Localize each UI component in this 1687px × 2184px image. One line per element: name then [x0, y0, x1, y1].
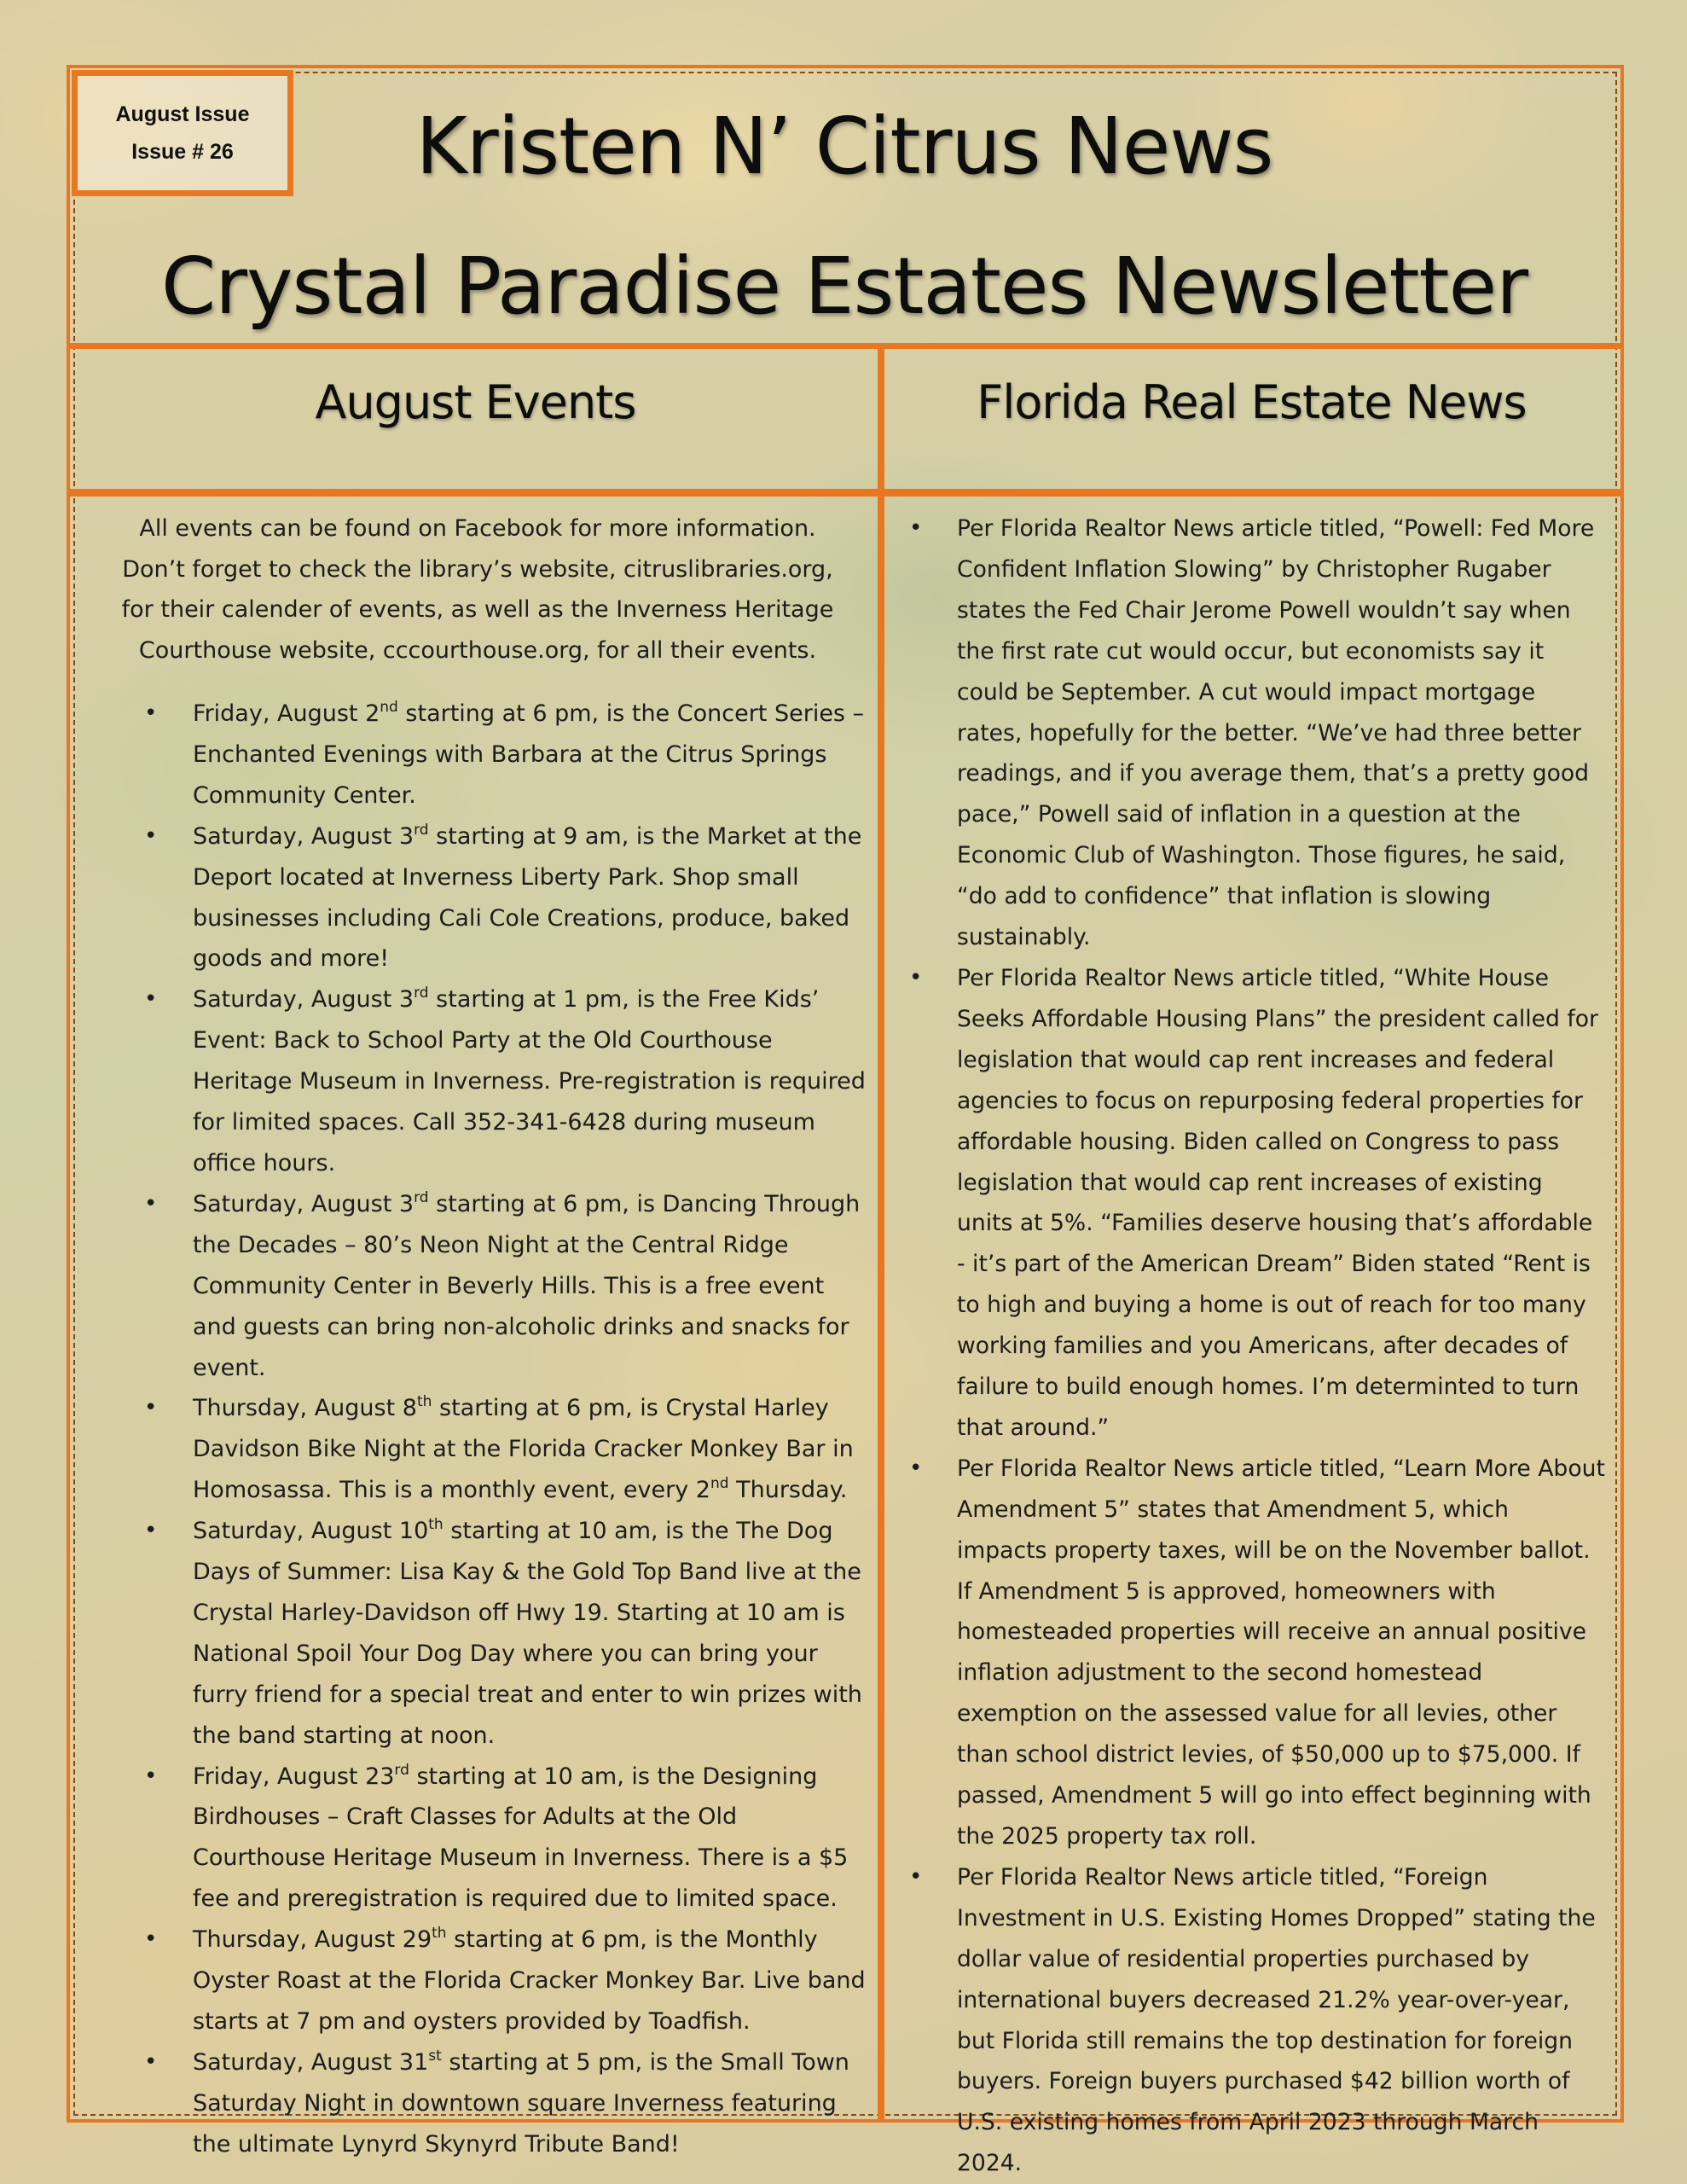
list-item: • Friday, August 2nd starting at 6 pm, is the Concert Series – Enchanted Evenings with Barbara at the Citrus Springs Community Center.	[141, 694, 866, 816]
events-intro: All events can be found on Facebook for more information. Don’t forget to check the library’s website, citruslibraries.org, for their calender of events, as well as the Inverness Heritage Courthouse website, cccourthouse.org, for all their events.	[121, 515, 834, 664]
issue-box	[72, 70, 293, 196]
list-item: • Saturday, August 3rd starting at 1 pm, is the Free Kids’ Event: Back to School Party at the Old Courthouse Heritage Museum in Inverness. Pre-registration is required for limited spaces. Call 352-341-6428 during museum office hours.	[141, 979, 866, 1184]
article-text: Per Florida Realtor News article titled, “Foreign Investment in U.S. Existing Homes Dropped” stating the dollar value of residential properties purchased by international buyers decreased 21.2% year-over-year, but Florida still remains the top destination for foreign buyers. Foreign buyers purchased $42 billion worth of U.S. existing homes from April 2023 through March 2024.	[957, 1863, 1596, 2177]
list-item: • Friday, August 23rd starting at 10 am, is the Designing Birdhouses – Craft Classes for Adults at the Old Courthouse Heritage Museum in Inverness. There is a $5 fee and preregistration is required due to limited space.	[141, 1757, 866, 1920]
bullet-icon: •	[144, 1763, 158, 1789]
bullet-icon: •	[144, 1518, 158, 1544]
list-item	[906, 508, 1605, 958]
bullet-icon: •	[909, 964, 923, 990]
list-item: • Saturday, August 10th starting at 10 am, is the The Dog Days of Summer: Lisa Kay & the Gold Top Band live at the Crystal Harley-Davidson off Hwy 19. Starting at 10 am is National Spoil Your Dog Day where you can bring your furry friend for a special treat and enter to win prizes with the band starting at noon.	[141, 1511, 866, 1756]
bullet-icon: •	[909, 515, 923, 541]
list-item: • Saturday, August 31st starting at 5 pm, is the Small Town Saturday Night in downtown square Inverness featuring the ultimate Lynyrd Skynyrd Tribute Band!	[141, 2042, 866, 2165]
issue-month: August Issue	[115, 102, 250, 126]
bullet-icon: •	[144, 2048, 158, 2075]
list-item	[906, 958, 1605, 1449]
list-item	[906, 1449, 1605, 1857]
column-divider	[878, 346, 884, 2121]
article-text: Per Florida Realtor News article titled, “Powell: Fed More Confident Inflation Slowing” by Christopher Rugaber states the Fed Chair Jerome Powell wouldn’t say when the first rate cut would occur, but economists say it could be September. A cut would impact mortgage rates, hopefully for the better. “We’ve had three better readings, and if you average them, that’s a pretty good pace,” Powell said of inflation in a question at the Economic Club of Washington. Those figures, he said, “do add to confidence” that inflation is slowing sustainably.	[957, 515, 1595, 951]
list-item: • Saturday, August 3rd starting at 6 pm, is Dancing Through the Decades – 80’s Neon Night at the Central Ridge Community Center in Beverly Hills. This is a free event and guests can bring non-alcoholic drinks and snacks for event.	[141, 1184, 866, 1389]
bullet-icon: •	[144, 1926, 158, 1953]
news-list	[906, 508, 1605, 2184]
issue-number: Issue # 26	[131, 140, 234, 164]
bullet-icon: •	[144, 986, 158, 1013]
heading-divider	[68, 489, 1622, 497]
bullet-icon: •	[909, 1863, 923, 1890]
bullet-icon: •	[144, 1395, 158, 1421]
bullet-icon: •	[144, 700, 158, 726]
list-item: • Thursday, August 8th starting at 6 pm, is Crystal Harley Davidson Bike Night at the Florida Cracker Monkey Bar in Homosassa. This is a monthly event, every 2nd Thursday.	[141, 1388, 866, 1511]
events-list	[141, 694, 866, 2165]
list-item: • Saturday, August 3rd starting at 9 am, is the Market at the Deport located at Inverness Liberty Park. Shop small businesses including Cali Cole Creations, produce, baked goods and more!	[141, 816, 866, 980]
right-column-heading: Florida Real Estate News	[977, 375, 1527, 429]
article-text: Per Florida Realtor News article titled, “Learn More About Amendment 5” states that Amendment 5, which impacts property taxes, will be on the November ballot. If Amendment 5 is approved, homeowners with homesteaded properties will receive an annual positive inflation adjustment to the second homestead exemption on the assessed value for all levies, other than school district levies, of $50,000 up to $75,000. If passed, Amendment 5 will go into effect beginning with the 2025 property tax roll.	[957, 1455, 1605, 1850]
newsletter-subtitle: Crystal Paradise Estates Newsletter	[160, 241, 1528, 332]
list-item: • Thursday, August 29th starting at 6 pm, is the Monthly Oyster Roast at the Florida Cracker Monkey Bar. Live band starts at 7 pm and oysters provided by Toadfish.	[141, 1920, 866, 2042]
bullet-icon: •	[144, 822, 158, 849]
newsletter-title: Kristen N’ Citrus News	[415, 101, 1273, 192]
bullet-icon: •	[144, 1190, 158, 1217]
article-text: Per Florida Realtor News article titled, “White House Seeks Affordable Housing Plans” the president called for legislation that would cap rent increases and federal agencies to focus on repurposing federal properties for affordable housing. Biden called on Congress to pass legislation that would cap rent increases of existing units at 5%. “Families deserve housing that’s affordable - it’s part of the American Dream” Biden stated “Rent is to high and buying a home is out of reach for too many working families and you Americans, after decades of failure to build enough homes. I’m determinted to turn that around.”	[957, 964, 1598, 1441]
bullet-icon: •	[909, 1455, 923, 1481]
header-divider	[68, 343, 1622, 349]
left-column-heading: August Events	[315, 375, 636, 429]
list-item	[906, 1857, 1605, 2184]
